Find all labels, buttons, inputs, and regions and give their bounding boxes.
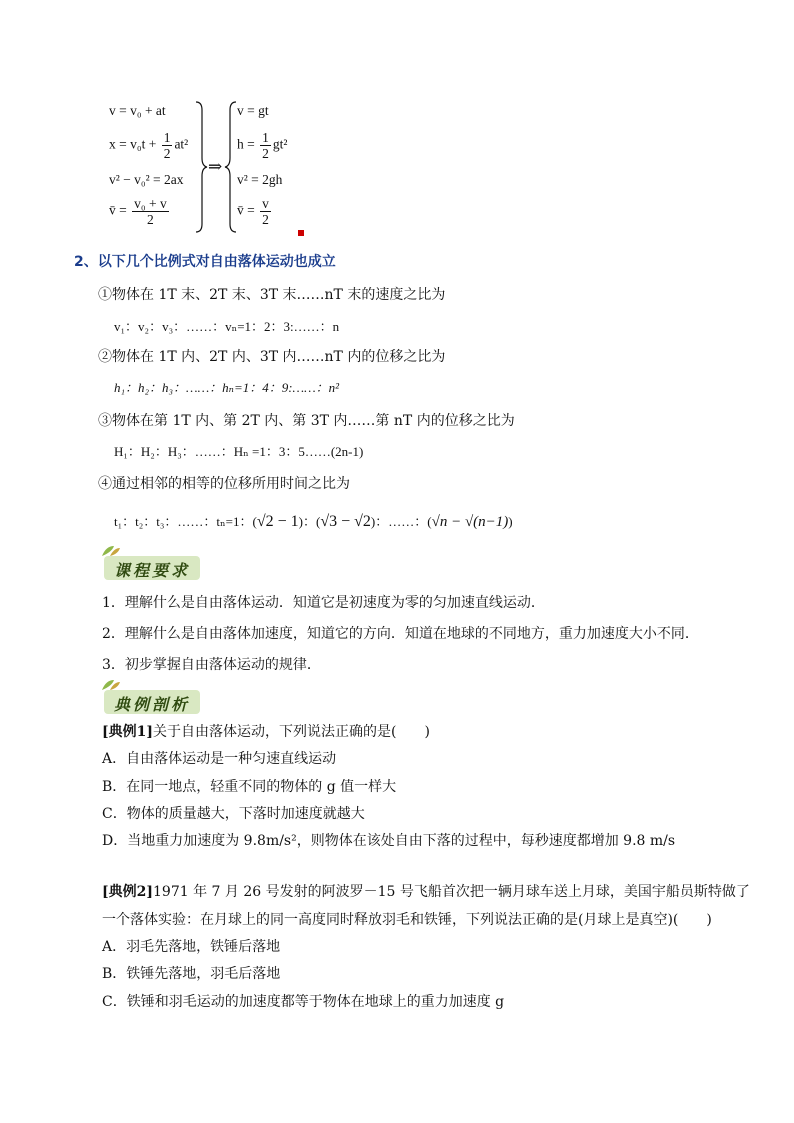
formula-right-3: v² = 2gh <box>237 172 283 187</box>
example-2-question-line-1: [典例2]1971 年 7 月 26 号发射的阿波罗－15 号飞船首次把一辆月球车送上月球，美国宇船员斯特做了 <box>102 884 750 900</box>
ratio-formula-3: H₁：H₂：H₃：……：Hₙ =1：3：5……(2n-1) <box>114 444 364 459</box>
example-1-option-b: B．在同一地点，轻重不同的物体的 g 值一样大 <box>102 779 397 795</box>
red-marker <box>298 230 304 236</box>
badge-requirements <box>100 546 200 580</box>
formula-left-4: v̄ = $\frac{\text{v₀ + v}}{2}$ <box>109 196 167 227</box>
ratio-formula-4: t₁：t₂：t₃：……：tₙ=1：(√2 − 1)：(√3 − √2)：……：(√n − √(n−1)) <box>114 513 513 530</box>
example-2-question-line-2: 一个落体实验：在月球上的同一高度同时释放羽毛和铁锤，下列说法正确的是(月球上是真空)( ) <box>102 912 712 928</box>
section-2-title: 2、以下几个比例式对自由落体运动也成立 <box>74 254 336 270</box>
requirement-3: 3．初步掌握自由落体运动的规律． <box>102 657 321 673</box>
right-brace <box>194 100 208 234</box>
example-2-option-c: C．铁锤和羽毛运动的加速度都等于物体在地球上的重力加速度 g <box>102 994 505 1010</box>
ratio-item-2: ②物体在 1T 内、2T 内、3T 内……nT 内的位移之比为 <box>98 349 446 365</box>
formula-left-1: v = v₀ + at <box>109 103 166 118</box>
formula-right-2: h = $\frac{1}{2}$ gt² <box>237 130 288 161</box>
formula-left-3: v² − v₀² = 2ax <box>109 172 184 187</box>
requirement-2: 2．理解什么是自由落体加速度，知道它的方向．知道在地球的不同地方，重力加速度大小不同． <box>102 626 699 642</box>
badge-examples-text: 典例剖析 <box>114 695 191 714</box>
implies-arrow: ⇒ <box>208 157 223 176</box>
badge-requirements-text: 课程要求 <box>114 561 191 580</box>
example-1-option-c: C．物体的质量越大，下落时加速度就越大 <box>102 806 365 822</box>
ratio-formula-1: v₁：v₂：v₃：……：vₙ=1：2：3:……：n <box>114 319 340 334</box>
formula-right-4: v̄ = $\frac{v}{2}$ <box>237 196 269 227</box>
ratio-formula-2: h₁：h₂：h₃：……：hₙ=1：4：9:……：n² <box>114 380 340 395</box>
example-1-option-a: A．自由落体运动是一种匀速直线运动 <box>102 751 337 767</box>
example-2-option-a: A．羽毛先落地，铁锤后落地 <box>102 939 281 955</box>
requirement-1: 1．理解什么是自由落体运动．知道它是初速度为零的匀加速直线运动． <box>102 595 545 611</box>
ratio-item-4: ④通过相邻的相等的位移所用时间之比为 <box>98 476 350 492</box>
ratio-item-3: ③物体在第 1T 内、第 2T 内、第 3T 内……第 nT 内的位移之比为 <box>98 413 515 429</box>
formula-right-1: v = gt <box>237 103 269 118</box>
left-brace <box>224 100 238 234</box>
example-1-option-d: D．当地重力加速度为 9.8m/s²，则物体在该处自由下落的过程中，每秒速度都增加 9.8 m/s <box>102 833 676 849</box>
example-2-option-b: B．铁锤先落地，羽毛后落地 <box>102 966 281 982</box>
badge-examples <box>100 680 200 714</box>
example-1-question: [典例1]关于自由落体运动，下列说法正确的是( ) <box>102 724 430 740</box>
ratio-item-1: ①物体在 1T 末、2T 末、3T 末……nT 末的速度之比为 <box>98 287 446 303</box>
formula-left-2: x = v₀t + $\frac{1}{2}$ at² <box>109 130 189 161</box>
